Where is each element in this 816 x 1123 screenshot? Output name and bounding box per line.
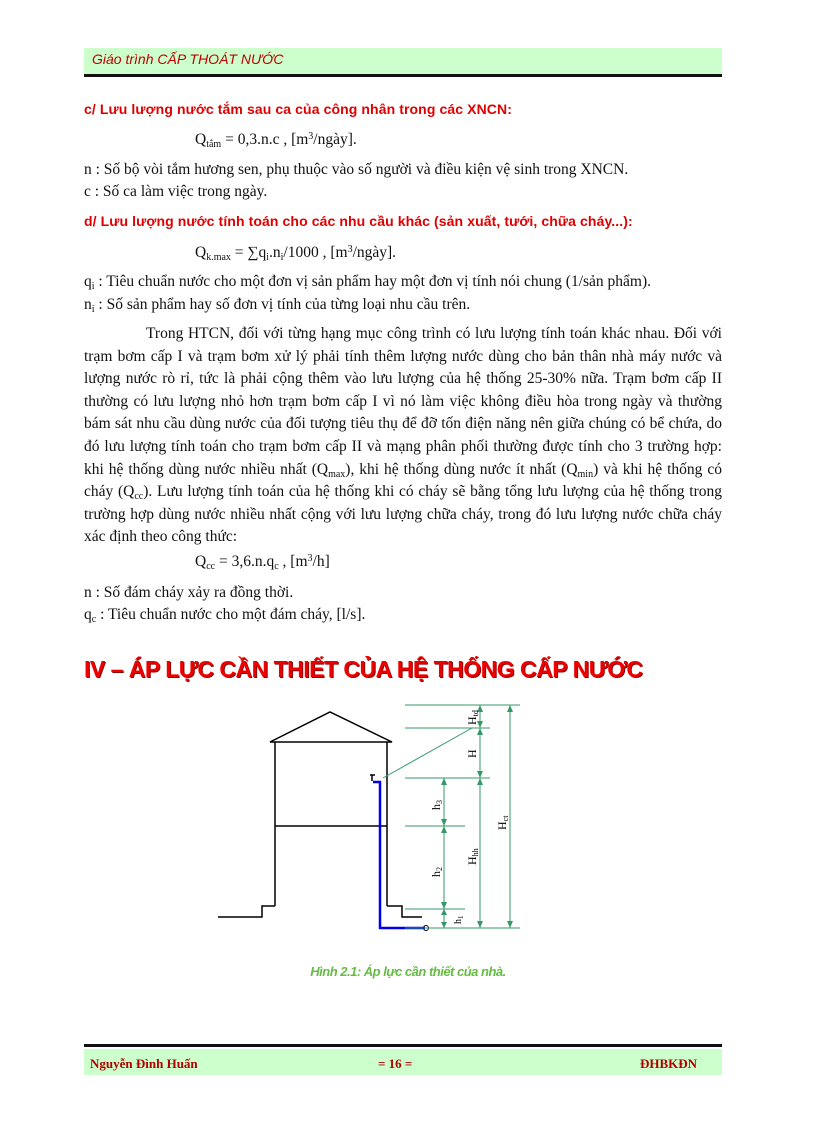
- label-h1: $h_1$: [453, 915, 465, 924]
- label-h3: h3: [429, 800, 444, 810]
- def-qi: $q_i$ : Tiêu chuẩn nước cho một đơn vị sản phẩm hay một đơn vị tính nói chung (1/sản phẩm).: [84, 273, 652, 292]
- label-hhh: Hhh: [465, 848, 480, 865]
- def-n-showers: n : Số bộ vòi tắm hương sen, phụ thuộc vào số người và điều kiện vệ sinh trong XNCN.: [84, 161, 629, 178]
- def-c-shifts: c : Số ca làm việc trong ngày.: [84, 183, 268, 200]
- section-d-heading: d/ Lưu lượng nước tính toán cho các nhu cầu khác (sản xuất, tưới, chữa cháy...):: [84, 213, 633, 229]
- header-title: Giáo trình CẤP THOÁT NƯỚC: [92, 51, 284, 67]
- slope-line: [383, 728, 472, 778]
- fire-flow-formula: $Q_{cc} = 3,6.n.q_c$ , $[m^3/h]$: [195, 553, 330, 572]
- header-rule: [84, 74, 722, 77]
- dimension-lines: [383, 705, 520, 928]
- body-paragraph: Trong HTCN, đối với từng hạng mục công trình có lưu lượng tính toán khác nhau. Đối với trạm bơm cấp I và trạm bơm xử lý phải tính thêm lượng nước dùng cho bản thân nhà máy nước và lượng nước rò rỉ, tức là phải cộng thêm vào lưu lượng của hệ thống 25-30% nữa. Trạm bơm cấp II thường có lưu lượng nhỏ hơn trạm bơm cấp I vì nó làm việc không điều hòa trong ngày và thường bám sát nhu cầu dùng nước của đối tượng tiêu thụ để đỡ tốn điện năng nên giữa chúng có bể chứa, do đó lưu lượng tính toán cho trạm bơm cấp II và mạng phân phối thường được tính cho 3 trường hợp: khi hệ thống dùng nước nhiều nhất $(Q_{max})$, khi hệ thống dùng nước ít nhất $(Q_{min})$ và khi hệ thống có cháy $(Q_{cc})$. Lưu lượng tính toán của hệ thống khi có cháy sẽ bằng tổng lưu lượng của hệ thống trong trường hợp dùng nước nhiều nhất cộng với lưu lượng chữa cháy, trong đó lưu lượng nước chữa cháy xác định theo công thức:: [84, 325, 722, 546]
- footer-org: ĐHBKĐN: [640, 1056, 698, 1071]
- label-h2: h2: [429, 867, 444, 877]
- label-h: H: [465, 749, 479, 758]
- figure-caption: Hình 2.1: Áp lực cần thiết của nhà.: [310, 964, 506, 979]
- roof: [270, 712, 392, 742]
- other-demand-formula: $Q_{k.max} = \sum q_i.n_i/1000$ , $[m^3/ngày]$.: [195, 244, 397, 263]
- def-ni: $n_i$ : Số sản phẩm hay số đơn vị tính của từng loại nhu cầu trên.: [84, 296, 471, 315]
- ground-left: [218, 906, 275, 917]
- bath-flow-formula: $Q_{tắm} = 0,3.n.c$ , $[m^3/ngày]$.: [195, 131, 357, 150]
- section-c-heading: c/ Lưu lượng nước tắm sau ca của công nhân trong các XNCN:: [84, 101, 512, 117]
- water-pipe: [370, 775, 429, 931]
- section-iv-heading: IV – ÁP LỰC CẦN THIẾT CỦA HỆ THỐNG CẤP NƯỚC: [84, 656, 643, 682]
- label-hct: Hct: [495, 815, 510, 830]
- pressure-diagram: [200, 695, 540, 945]
- building: [218, 712, 422, 917]
- def-n-fires: n : Số đám cháy xảy ra đồng thời.: [84, 584, 294, 601]
- footer-author: Nguyễn Đình Huấn: [90, 1056, 198, 1071]
- def-qc: $q_c$ : Tiêu chuẩn nước cho một đám cháy, [l/s].: [84, 606, 366, 625]
- footer-page-number: = 16 =: [378, 1056, 413, 1071]
- label-htd: Htd: [465, 710, 480, 725]
- ground-right: [387, 906, 422, 917]
- footer-rule: [84, 1044, 722, 1047]
